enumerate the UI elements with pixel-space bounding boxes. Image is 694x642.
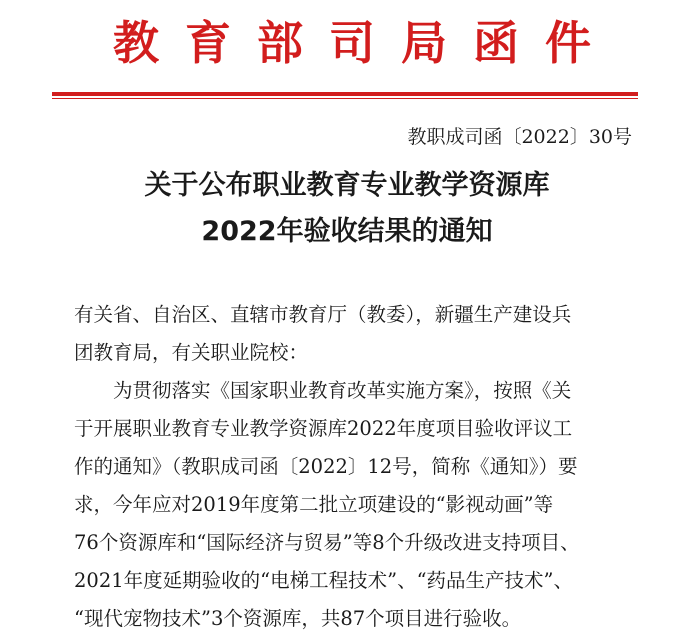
salutation-line-1: 有关省、自治区、直辖市教育厅（教委），新疆生产建设兵 [74, 303, 572, 326]
salutation-line-2: 团教育局，有关职业院校： [74, 341, 309, 364]
document-number: 教职成司函〔2022〕30号 [407, 126, 632, 148]
document-title-line-1: 关于公布职业教育专业教学资源库 [144, 170, 550, 201]
body-line-6: 2021年度延期验收的“电梯工程技术”、“药品生产技术”、 [74, 569, 574, 592]
body-line-3: 作的通知》（教职成司函〔2022〕12号，简称《通知》）要 [74, 455, 578, 478]
body-line-7: “现代宠物技术”3个资源库，共87个项目进行验收。 [74, 607, 522, 630]
body-line-1: 为贯彻落实《国家职业教育改革实施方案》，按照《关 [113, 379, 572, 402]
letterhead-title: 教育部司局函件 [113, 16, 617, 70]
document-title-line-2: 2022年验收结果的通知 [201, 216, 493, 247]
letterhead-rule-thick [52, 92, 638, 96]
letterhead-rule-thin [52, 98, 638, 99]
body-line-2: 于开展职业教育专业教学资源库2022年度项目验收评议工 [74, 417, 573, 440]
body-line-4: 求，今年应对2019年度第二批立项建设的“影视动画”等 [74, 493, 554, 516]
body-line-5: 76个资源库和“国际经济与贸易”等8个升级改进支持项目、 [74, 531, 580, 554]
